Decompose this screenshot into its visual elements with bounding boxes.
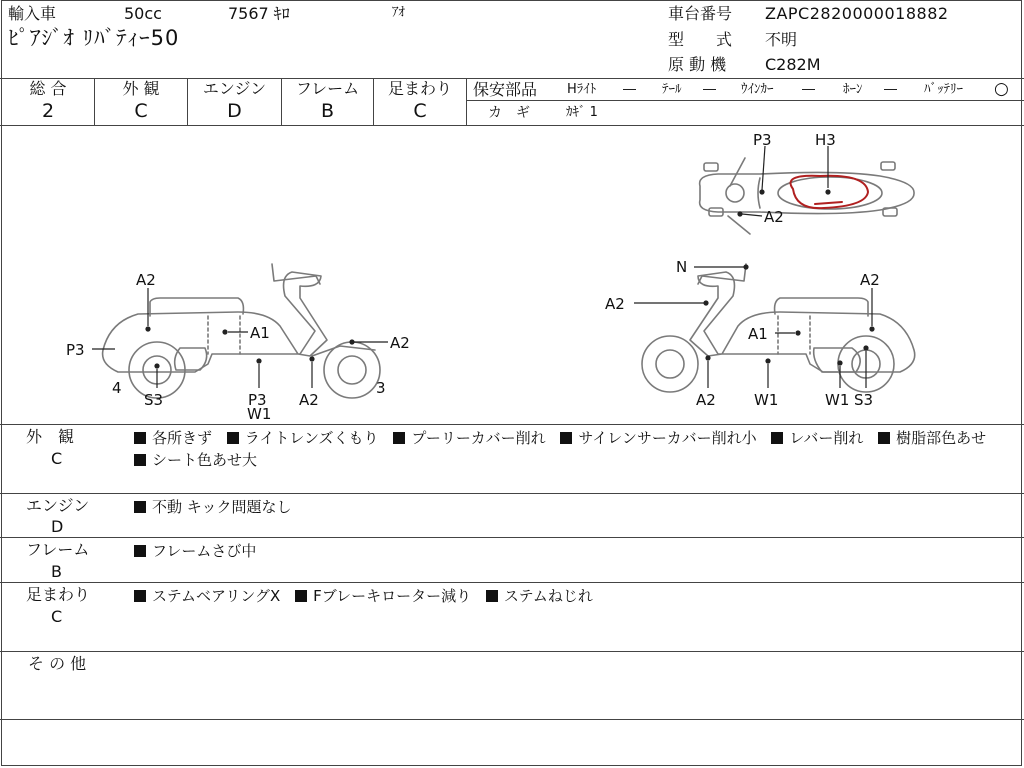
note: フレームさび中 xyxy=(152,542,257,560)
grade-exterior-value: C xyxy=(134,100,148,122)
right-label-w1-floor: W1 xyxy=(754,391,779,409)
safety-item-headlight: Hﾗｲﾄ xyxy=(567,82,597,97)
type-value: 不明 xyxy=(765,30,798,49)
engine-label: 原 動 機 xyxy=(668,55,727,74)
displacement: 50cc xyxy=(124,4,162,23)
note: 樹脂部色あせ xyxy=(896,429,987,447)
bullet-icon xyxy=(134,545,146,557)
note: Fブレーキローター減り xyxy=(313,587,472,605)
grade-frame-value: B xyxy=(320,100,335,122)
mileage: 7567 ｷﾛ xyxy=(228,4,290,23)
safety-item-tail: ﾃｰﾙ xyxy=(662,82,682,97)
safety-status-winker: ― xyxy=(802,82,815,97)
left-label-s3: S3 xyxy=(144,391,164,409)
section-exterior-grade: C xyxy=(51,449,63,468)
bullet-icon xyxy=(878,432,890,444)
grade-frame-label: フレーム xyxy=(295,79,360,98)
rule-exterior xyxy=(0,493,1024,494)
note: シート色あせ大 xyxy=(152,451,258,469)
section-frame-notes xyxy=(134,540,1014,562)
top-label-h3: H3 xyxy=(815,131,836,149)
right-label-a2-floor: A2 xyxy=(696,391,716,409)
note: ステムねじれ xyxy=(503,587,593,605)
section-other-label: そ の 他 xyxy=(28,654,87,673)
col-divider xyxy=(466,78,467,125)
left-label-a1: A1 xyxy=(250,324,270,342)
note: レバー削れ xyxy=(789,429,864,447)
section-exterior-notes xyxy=(134,427,1014,471)
rule-diagram xyxy=(0,424,1024,425)
key-label: カ ギ xyxy=(488,105,530,121)
grade-suspension-value: C xyxy=(413,100,427,122)
top-label-p3: P3 xyxy=(753,131,772,149)
grade-engine-value: D xyxy=(227,100,242,122)
section-frame-grade: B xyxy=(51,562,62,581)
section-suspension-label: 足まわり xyxy=(26,585,91,604)
damage-diagram xyxy=(0,126,1024,424)
bullet-icon xyxy=(393,432,405,444)
color: ｱｵ xyxy=(392,5,405,20)
left-label-4: 4 xyxy=(112,379,122,397)
rule-safety xyxy=(467,100,1024,101)
section-exterior-label: 外 観 xyxy=(26,427,75,446)
safety-item-battery: ﾊﾞｯﾃﾘｰ xyxy=(924,82,963,97)
engine-value: C282M xyxy=(765,55,821,74)
left-label-3: 3 xyxy=(376,379,386,397)
rule-engine xyxy=(0,537,1024,538)
section-suspension-grade: C xyxy=(51,607,63,626)
bullet-icon xyxy=(295,590,307,602)
key-value: ｶｷﾞ 1 xyxy=(566,105,598,120)
type-label: 型 式 xyxy=(668,30,733,49)
section-frame-label: フレーム xyxy=(26,540,90,559)
rule-other xyxy=(0,719,1024,720)
safety-status-headlight: ― xyxy=(623,82,636,97)
safety-item-winker: ｳｲﾝｶｰ xyxy=(741,82,774,97)
left-label-w1: W1 xyxy=(247,405,272,423)
bullet-icon xyxy=(134,454,146,466)
bullet-icon xyxy=(560,432,572,444)
bullet-icon xyxy=(486,590,498,602)
model-name: ﾋﾟｱｼﾞｵ ﾘﾊﾞﾃｨｰ50 xyxy=(8,26,180,50)
grade-total-label: 総 合 xyxy=(29,79,67,98)
chassis-value: ZAPC2820000018882 xyxy=(765,4,949,23)
bullet-icon xyxy=(771,432,783,444)
note: 不動 キック問題なし xyxy=(152,498,292,516)
right-label-a1: A1 xyxy=(748,325,768,343)
section-suspension-notes xyxy=(134,585,1014,607)
left-label-a2-floor: A2 xyxy=(299,391,319,409)
chassis-label: 車台番号 xyxy=(668,4,733,23)
bullet-icon xyxy=(134,432,146,444)
safety-item-horn: ﾎｰﾝ xyxy=(843,82,863,97)
left-label-p3-rear: P3 xyxy=(66,341,85,359)
rule-frame xyxy=(0,582,1024,583)
right-label-n: N xyxy=(676,258,688,276)
note: ライトレンズくもり xyxy=(244,429,379,447)
bullet-icon xyxy=(227,432,239,444)
section-engine-grade: D xyxy=(51,517,64,536)
note: 各所きず xyxy=(152,429,213,447)
grade-engine-label: エンジン xyxy=(202,79,267,98)
left-label-a2-seat: A2 xyxy=(136,271,156,289)
left-label-a2-front: A2 xyxy=(390,334,410,352)
top-view-sketch xyxy=(700,158,914,234)
grade-total-value: 2 xyxy=(41,100,55,122)
right-label-w1-rear: W1 xyxy=(825,391,850,409)
safety-label: 保安部品 xyxy=(473,80,538,99)
grade-suspension-label: 足まわり xyxy=(387,79,452,98)
note: プーリーカバー削れ xyxy=(411,429,546,447)
import-label: 輸入車 xyxy=(8,4,57,23)
right-label-s3: S3 xyxy=(854,391,874,409)
safety-status-horn: ― xyxy=(884,82,897,97)
left-label-p3-floor: P3 xyxy=(248,391,267,409)
grade-exterior-label: 外 観 xyxy=(122,79,160,98)
safety-status-battery: ○ xyxy=(994,79,1009,99)
top-label-a2: A2 xyxy=(764,208,784,226)
right-label-a2-seat: A2 xyxy=(860,271,880,289)
bullet-icon xyxy=(134,501,146,513)
note: サイレンサーカバー削れ小 xyxy=(578,429,757,447)
safety-status-tail: ― xyxy=(703,82,716,97)
section-engine-notes xyxy=(134,496,1014,518)
note: ステムベアリングX xyxy=(152,587,281,605)
right-label-a2-shield: A2 xyxy=(605,295,625,313)
section-engine-label: エンジン xyxy=(26,496,90,515)
rule-suspension xyxy=(0,651,1024,652)
bullet-icon xyxy=(134,590,146,602)
